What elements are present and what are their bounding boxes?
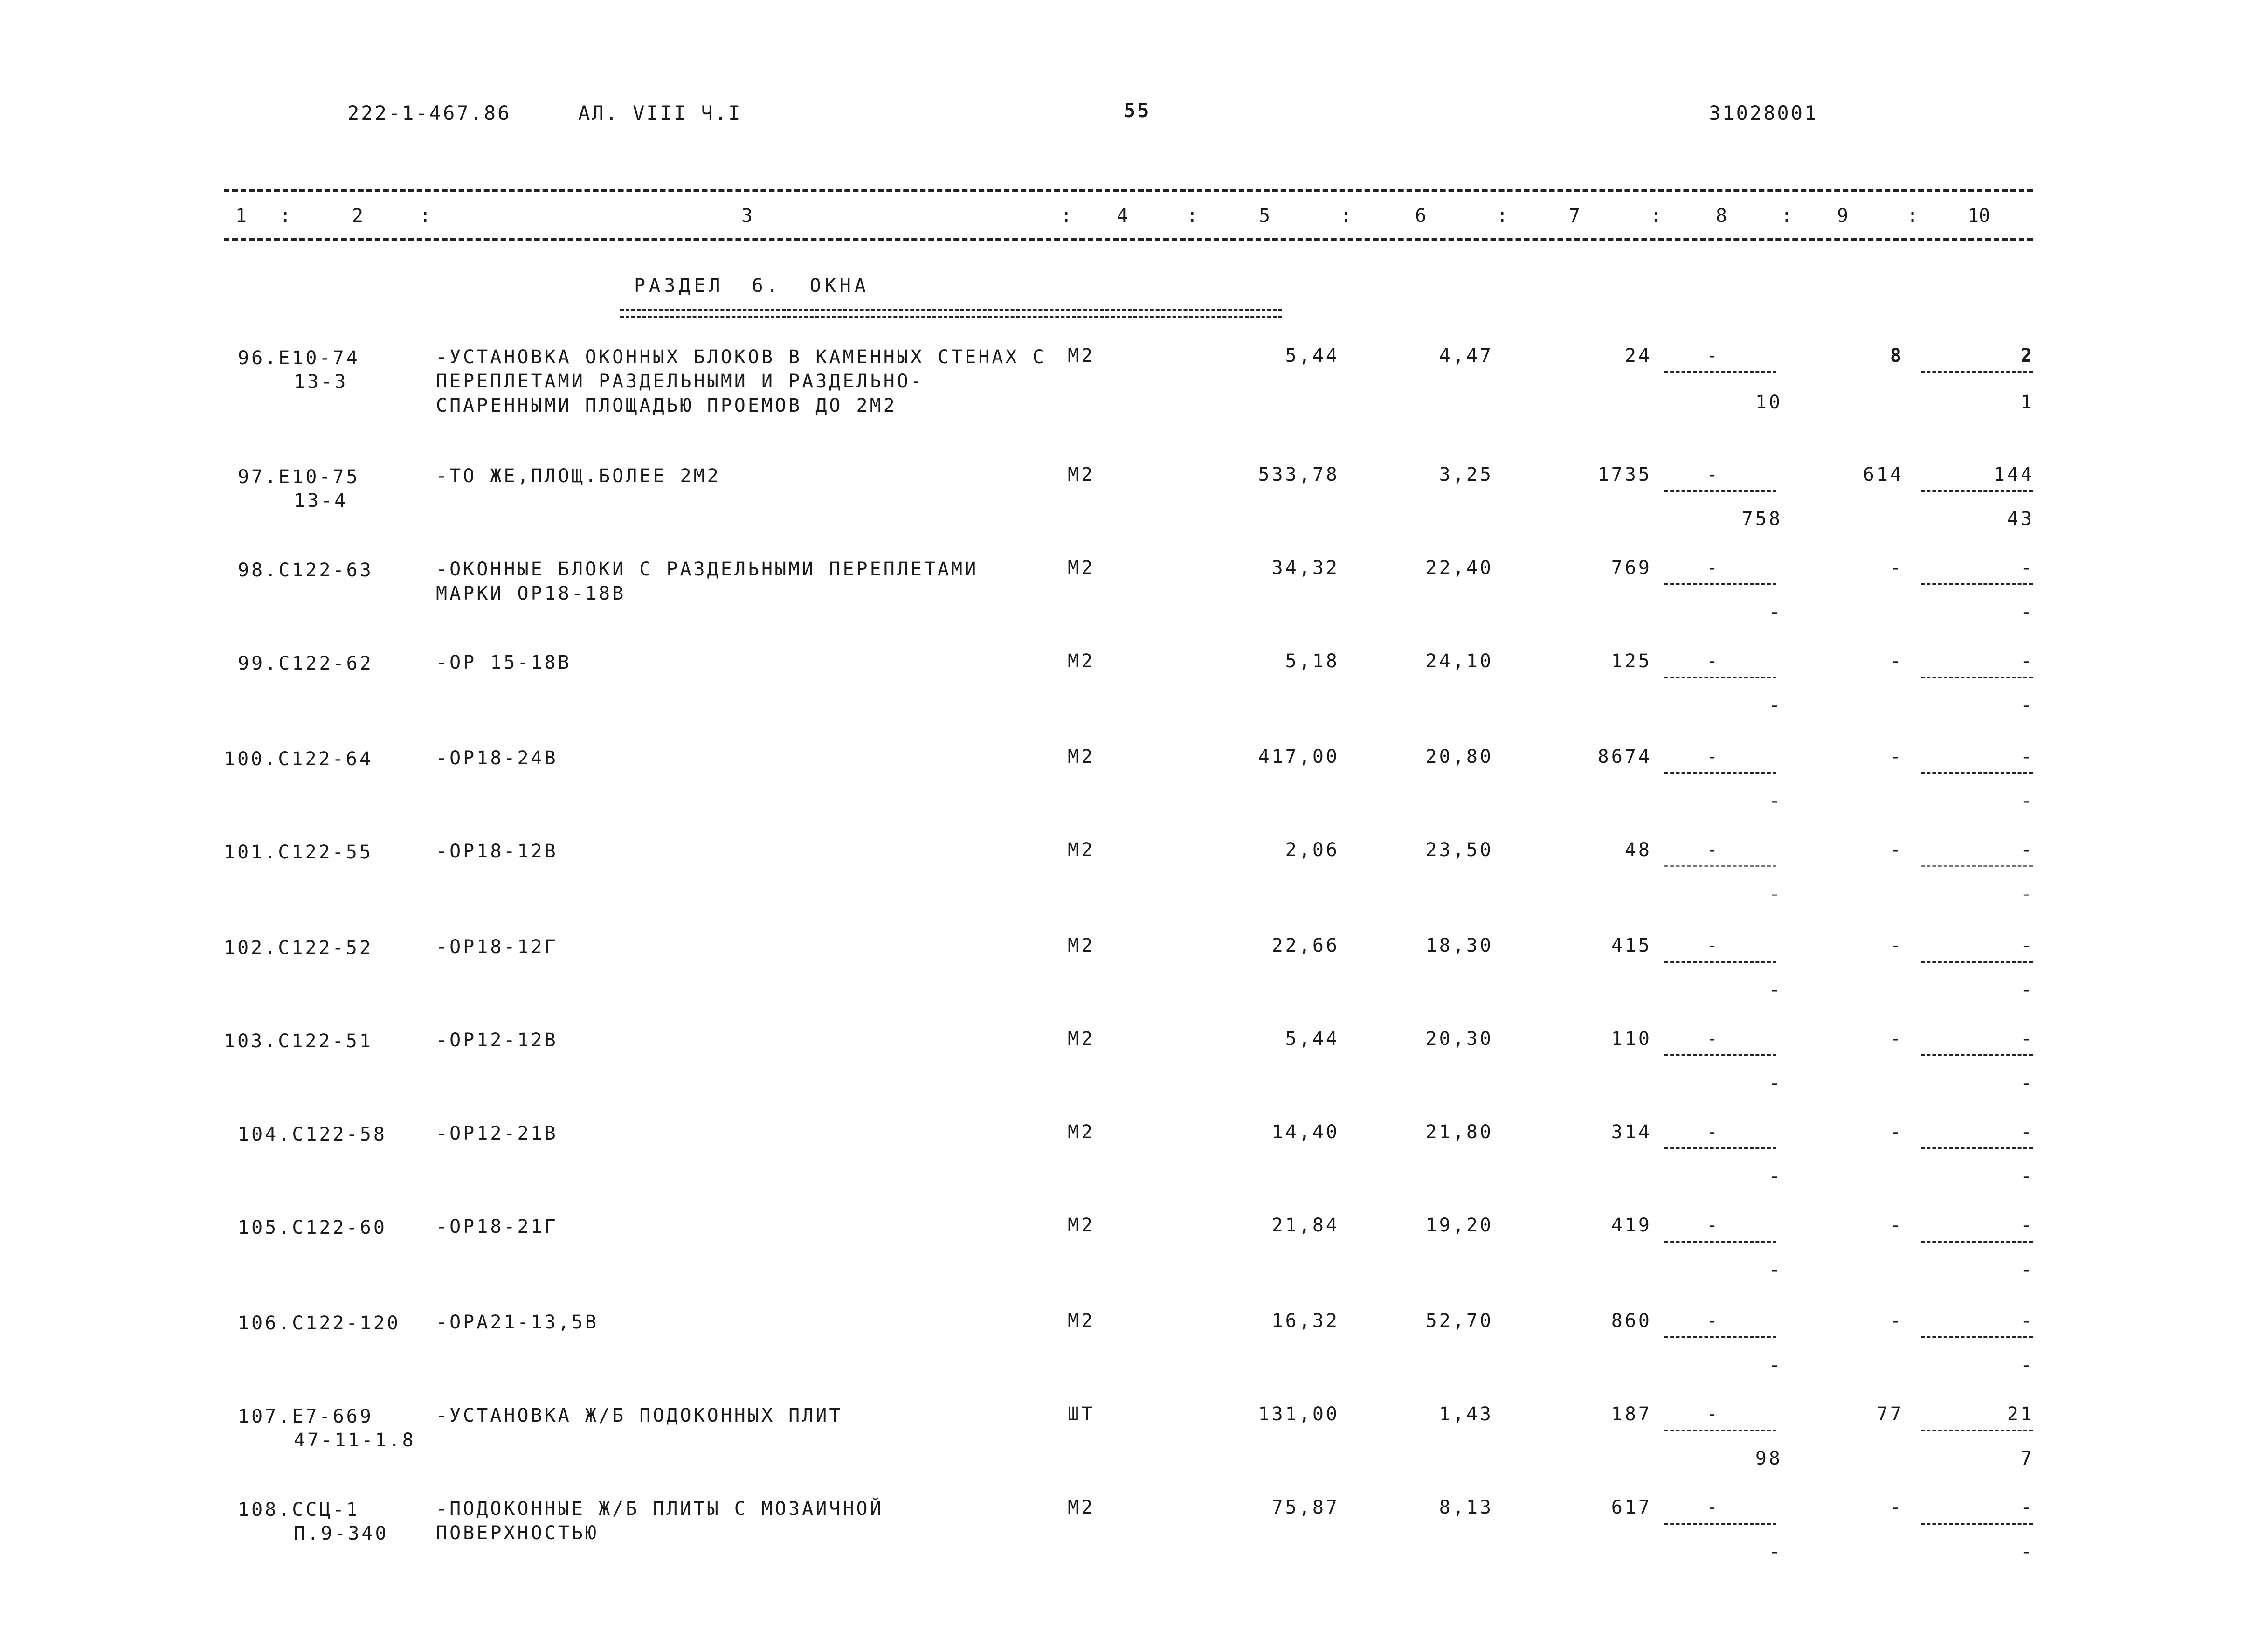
row-col8-top: -: [1706, 650, 1720, 672]
row-code: 105.С122-60: [238, 1217, 387, 1238]
col-head-5: 5: [1259, 205, 1271, 227]
table-row: [0, 1121, 2258, 1210]
col-head-1: 1: [235, 205, 247, 227]
section-underline: [620, 309, 1282, 318]
row-description: -ОРА21-13,5В: [436, 1312, 599, 1333]
row-code: 107.Е7-669: [238, 1406, 373, 1427]
row-unit: М2: [1068, 935, 1095, 956]
row-col10-rule: [1921, 1054, 2033, 1056]
col-head-8: 8: [1716, 205, 1727, 227]
row-col9: -: [1890, 1028, 1904, 1050]
table-row: [0, 839, 2258, 928]
row-code: 97.Е10-75: [238, 466, 360, 488]
row-description: -ОР18-12Г: [436, 936, 558, 958]
row-total: 110: [1611, 1028, 1652, 1050]
row-quantity: 533,78: [1258, 464, 1340, 485]
row-unit: М2: [1068, 839, 1095, 861]
col-head-3: 3: [741, 205, 753, 227]
row-col9: -: [1890, 1310, 1904, 1332]
row-col8-top: -: [1706, 345, 1720, 366]
row-price: 4,47: [1439, 345, 1493, 366]
row-col10-rule: [1921, 371, 2033, 373]
page-number: 55: [1124, 99, 1151, 122]
table-row: [0, 345, 2258, 434]
row-description: -ОР18-24В: [436, 747, 558, 769]
row-subcode: 47-11-1.8: [294, 1430, 416, 1451]
row-col8-rule: [1664, 371, 1776, 373]
row-col10-rule: [1921, 1147, 2033, 1149]
row-price: 18,30: [1425, 935, 1493, 956]
row-col8-rule: [1664, 1147, 1776, 1149]
row-col8-rule: [1664, 772, 1776, 774]
row-col9: -: [1890, 650, 1904, 672]
col-head-7: 7: [1569, 205, 1581, 227]
row-price: 8,13: [1439, 1497, 1493, 1518]
row-col8-top: -: [1706, 935, 1720, 956]
row-col10-rule: [1921, 1430, 2033, 1431]
row-description: -ОР18-21Г: [436, 1216, 558, 1237]
row-col8-bottom: -: [1768, 1166, 1782, 1187]
row-quantity: 131,00: [1258, 1403, 1340, 1425]
row-description: -ОР 15-18В: [436, 652, 572, 673]
row-quantity: 5,18: [1285, 650, 1340, 672]
table-row: [0, 746, 2258, 835]
row-code: 101.С122-55: [224, 842, 373, 863]
row-col8-bottom: -: [1768, 790, 1782, 812]
row-col8-rule: [1664, 961, 1776, 963]
row-description: -ОКОННЫЕ БЛОКИ С РАЗДЕЛЬНЫМИ ПЕРЕПЛЕТАМИ МАРКИ ОР18-18В: [436, 559, 979, 604]
row-description: -ОР12-21В: [436, 1123, 558, 1144]
row-quantity: 14,40: [1271, 1121, 1340, 1143]
row-subcode: 13-4: [294, 490, 348, 511]
row-col9: -: [1890, 935, 1904, 956]
row-unit: М2: [1068, 345, 1095, 366]
row-col10-bottom: -: [2020, 695, 2034, 716]
row-col10-rule: [1921, 1336, 2033, 1338]
col-head-2: 2: [352, 205, 364, 227]
row-quantity: 2,06: [1285, 839, 1340, 861]
row-unit: М2: [1068, 1497, 1095, 1518]
row-description: -ПОДОКОННЫЕ Ж/Б ПЛИТЫ С МОЗАИЧНОЙ ПОВЕРХНОСТЬЮ: [436, 1498, 884, 1544]
row-col10-bottom: -: [2020, 601, 2034, 623]
row-total: 415: [1611, 935, 1652, 956]
row-code: 99.С122-62: [238, 653, 373, 674]
table-row: [0, 557, 2258, 646]
row-price: 21,80: [1425, 1121, 1493, 1143]
row-col9: 8: [1890, 345, 1904, 366]
row-col8-bottom: -: [1768, 1259, 1782, 1280]
table-row: [0, 1215, 2258, 1303]
section-label: РАЗДЕЛ: [634, 275, 724, 297]
row-col8-rule: [1664, 1430, 1776, 1431]
table-row: [0, 1403, 2258, 1492]
row-code: 104.С122-58: [238, 1124, 387, 1145]
row-col9: -: [1890, 1497, 1904, 1518]
section-number: 6.: [752, 275, 782, 297]
row-col8-top: -: [1706, 1403, 1720, 1425]
row-col8-rule: [1664, 865, 1776, 867]
table-row: [0, 1028, 2258, 1117]
row-col8-rule: [1664, 1523, 1776, 1525]
row-quantity: 417,00: [1258, 746, 1340, 767]
row-quantity: 75,87: [1271, 1497, 1340, 1518]
row-col9: -: [1890, 839, 1904, 861]
row-col10-top: -: [2020, 839, 2034, 861]
row-quantity: 21,84: [1271, 1215, 1340, 1236]
row-description: -ТО ЖЕ,ПЛОЩ.БОЛЕЕ 2М2: [436, 465, 721, 487]
row-unit: М2: [1068, 557, 1095, 579]
table-top-rule: [224, 189, 2033, 192]
row-col8-top: -: [1706, 1310, 1720, 1332]
row-price: 24,10: [1425, 650, 1493, 672]
section-title: [634, 275, 870, 297]
row-col9: -: [1890, 1215, 1904, 1236]
row-col8-top: -: [1706, 746, 1720, 767]
col-sep: :: [1650, 205, 1662, 227]
row-price: 23,50: [1425, 839, 1493, 861]
row-code: 98.С122-63: [238, 560, 373, 581]
row-col10-top: -: [2020, 1497, 2034, 1518]
row-price: 20,80: [1425, 746, 1493, 767]
col-sep: :: [420, 205, 431, 227]
row-quantity: 34,32: [1271, 557, 1340, 579]
row-price: 20,30: [1425, 1028, 1493, 1050]
row-price: 52,70: [1425, 1310, 1493, 1332]
col-sep: :: [1187, 205, 1198, 227]
row-col10-rule: [1921, 1523, 2033, 1525]
row-col8-bottom: -: [1768, 979, 1782, 1001]
col-sep: :: [1781, 205, 1793, 227]
row-price: 22,40: [1425, 557, 1493, 579]
row-col10-rule: [1921, 961, 2033, 963]
row-col8-bottom: -: [1768, 1355, 1782, 1376]
row-total: 314: [1611, 1121, 1652, 1143]
row-description: -УСТАНОВКА Ж/Б ПОДОКОННЫХ ПЛИТ: [436, 1405, 843, 1426]
row-col10-rule: [1921, 772, 2033, 774]
row-total: 125: [1611, 650, 1652, 672]
row-total: 24: [1624, 345, 1652, 366]
row-unit: М2: [1068, 1121, 1095, 1143]
row-col10-bottom: 7: [2020, 1448, 2034, 1469]
table-row: [0, 650, 2258, 739]
row-unit: ШТ: [1068, 1403, 1095, 1425]
row-col10-top: 2: [2020, 345, 2034, 366]
row-description: -УСТАНОВКА ОКОННЫХ БЛОКОВ В КАМЕННЫХ СТЕНАХ С ПЕРЕПЛЕТАМИ РАЗДЕЛЬНЫМИ И РАЗДЕЛЬНО-СПАРЕННЫМИ ПЛОЩАДЬЮ ПРОЕМОВ ДО 2М2: [436, 346, 1046, 416]
row-col8-bottom: -: [1768, 1541, 1782, 1562]
row-col8-top: -: [1706, 1121, 1720, 1143]
row-col8-bottom: 758: [1741, 508, 1782, 530]
row-quantity: 5,44: [1285, 345, 1340, 366]
row-code: 103.С122-51: [224, 1030, 373, 1052]
row-col10-bottom: -: [2020, 884, 2034, 905]
table-row: [0, 1497, 2258, 1585]
row-col10-top: -: [2020, 1121, 2034, 1143]
row-col10-rule: [1921, 490, 2033, 492]
row-total: 617: [1611, 1497, 1652, 1518]
row-price: 1,43: [1439, 1403, 1493, 1425]
row-unit: М2: [1068, 464, 1095, 485]
row-total: 419: [1611, 1215, 1652, 1236]
row-col10-top: 21: [2007, 1403, 2034, 1425]
doc-code: 222-1-467.86: [347, 102, 511, 124]
row-unit: М2: [1068, 746, 1095, 767]
row-total: 860: [1611, 1310, 1652, 1332]
row-col10-bottom: 1: [2020, 392, 2034, 413]
section-name: ОКНА: [809, 275, 870, 297]
row-quantity: 5,44: [1285, 1028, 1340, 1050]
row-col8-top: -: [1706, 557, 1720, 579]
row-col10-bottom: 43: [2007, 508, 2034, 530]
row-quantity: 16,32: [1271, 1310, 1340, 1332]
col-sep: :: [280, 205, 291, 227]
col-sep: :: [1497, 205, 1508, 227]
row-col8-rule: [1664, 583, 1776, 585]
row-code: 96.Е10-74: [238, 347, 360, 369]
table-row: [0, 1310, 2258, 1399]
table-header-rule: [224, 238, 2033, 241]
row-code: 102.С122-52: [224, 937, 373, 959]
row-col9: 614: [1863, 464, 1904, 485]
col-sep: :: [1340, 205, 1352, 227]
row-col9: -: [1890, 746, 1904, 767]
row-col8-rule: [1664, 1241, 1776, 1243]
row-col10-top: -: [2020, 650, 2034, 672]
row-subcode: 13-3: [294, 371, 348, 393]
row-col10-bottom: -: [2020, 979, 2034, 1001]
row-total: 1735: [1597, 464, 1652, 485]
row-col10-top: 144: [1993, 464, 2034, 485]
row-col8-top: -: [1706, 464, 1720, 485]
row-col10-top: -: [2020, 557, 2034, 579]
row-col8-bottom: -: [1768, 1072, 1782, 1094]
row-col10-bottom: -: [2020, 1166, 2034, 1187]
row-unit: М2: [1068, 1028, 1095, 1050]
row-description: -ОР12-12В: [436, 1030, 558, 1051]
album-label: АЛ. VIII Ч.I: [578, 102, 742, 124]
row-col8-bottom: -: [1768, 695, 1782, 716]
row-col8-top: -: [1706, 839, 1720, 861]
row-col10-bottom: -: [2020, 1259, 2034, 1280]
row-code: 100.С122-64: [224, 748, 373, 770]
row-total: 187: [1611, 1403, 1652, 1425]
row-col8-rule: [1664, 1054, 1776, 1056]
row-col10-top: -: [2020, 1028, 2034, 1050]
row-col9: 77: [1876, 1403, 1904, 1425]
row-col10-bottom: -: [2020, 790, 2034, 812]
table-row: [0, 464, 2258, 553]
row-col10-top: -: [2020, 1215, 2034, 1236]
row-unit: М2: [1068, 1310, 1095, 1332]
row-col10-bottom: -: [2020, 1072, 2034, 1094]
row-unit: М2: [1068, 650, 1095, 672]
row-col10-top: -: [2020, 746, 2034, 767]
row-description: -ОР18-12В: [436, 841, 558, 862]
col-sep: :: [1061, 205, 1072, 227]
col-head-9: 9: [1837, 205, 1849, 227]
row-code: 106.С122-120: [238, 1313, 401, 1334]
row-total: 769: [1611, 557, 1652, 579]
row-unit: М2: [1068, 1215, 1095, 1236]
row-col8-rule: [1664, 1336, 1776, 1338]
row-total: 8674: [1597, 746, 1652, 767]
row-col9: -: [1890, 557, 1904, 579]
row-code: 108.ССЦ-1: [238, 1499, 360, 1521]
row-col8-top: -: [1706, 1497, 1720, 1518]
row-col8-bottom: -: [1768, 884, 1782, 905]
row-subcode: П.9-340: [294, 1523, 389, 1544]
row-col8-top: -: [1706, 1028, 1720, 1050]
row-col8-top: -: [1706, 1215, 1720, 1236]
row-price: 3,25: [1439, 464, 1493, 485]
col-head-4: 4: [1117, 205, 1128, 227]
row-col8-bottom: 98: [1755, 1448, 1782, 1469]
row-quantity: 22,66: [1271, 935, 1340, 956]
row-col10-rule: [1921, 1241, 2033, 1243]
row-col10-rule: [1921, 677, 2033, 678]
row-price: 19,20: [1425, 1215, 1493, 1236]
row-col8-bottom: -: [1768, 601, 1782, 623]
column-header-row: [224, 205, 2033, 228]
row-col10-bottom: -: [2020, 1355, 2034, 1376]
code-right: 31028001: [1709, 102, 1818, 124]
row-col10-bottom: -: [2020, 1541, 2034, 1562]
row-col10-rule: [1921, 865, 2033, 867]
row-col10-top: -: [2020, 935, 2034, 956]
col-sep: :: [1907, 205, 1919, 227]
col-head-6: 6: [1415, 205, 1427, 227]
row-col8-rule: [1664, 677, 1776, 678]
row-col8-bottom: 10: [1755, 392, 1782, 413]
row-col10-top: -: [2020, 1310, 2034, 1332]
col-head-10: 10: [1968, 205, 1990, 227]
table-row: [0, 935, 2258, 1023]
row-col9: -: [1890, 1121, 1904, 1143]
row-total: 48: [1624, 839, 1652, 861]
row-col10-rule: [1921, 583, 2033, 585]
row-col8-rule: [1664, 490, 1776, 492]
